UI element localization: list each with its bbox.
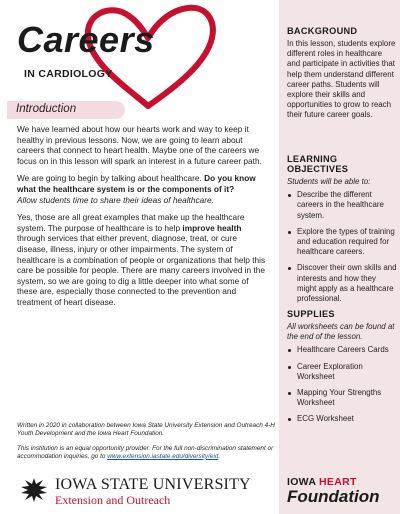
diversity-link[interactable]: www.extension.iastate.edu/diversity/ext bbox=[107, 452, 219, 460]
list-item: ECG Worksheet bbox=[287, 414, 397, 424]
isu-name: IOWA STATE UNIVERSITY bbox=[55, 476, 251, 493]
background-heading: BACKGROUND bbox=[287, 26, 358, 36]
introduction-body bbox=[17, 124, 267, 315]
supplies-heading: SUPPLIES bbox=[287, 309, 335, 319]
background-section bbox=[287, 26, 397, 121]
supplies-list bbox=[287, 345, 397, 424]
isu-extension-logo bbox=[17, 474, 251, 508]
background-body: In this lesson, students explore different roles in healthcare and participate in activities that help them understand different career paths. Students will explore their skills and opportunities to grow to reach their future career goals. bbox=[287, 39, 396, 120]
list-item: Career Exploration Worksheet bbox=[287, 362, 397, 382]
objectives-section bbox=[287, 154, 397, 310]
credit-note: Written in 2020 in collaboration between Iowa State University Extension and Outreach 4-H Youth Development and the Iowa Heart Foundation. bbox=[17, 422, 275, 437]
isu-cyclone-mark-icon bbox=[17, 476, 51, 504]
list-item: Explore the types of training and education required for healthcare careers. bbox=[287, 227, 397, 258]
supplies-section bbox=[287, 309, 397, 431]
sidebar-panel bbox=[279, 0, 400, 514]
objectives-heading: LEARNING OBJECTIVES bbox=[287, 154, 349, 174]
supplies-note: All worksheets can be found at the end of the lesson. bbox=[287, 322, 395, 342]
introduction-heading bbox=[7, 101, 125, 119]
iowa-heart-foundation-logo: IOWA HEART Foundation bbox=[287, 476, 380, 506]
page-subtitle: IN CARDIOLOGY bbox=[24, 68, 113, 80]
isu-subname: Extension and Outreach bbox=[55, 493, 171, 507]
intro-paragraph-2: We are going to begin by talking about healthcare. Do you know what the healthcare system is or the components of it? Allow students time to share their ideas of healthcare. bbox=[17, 173, 256, 205]
list-item: Discover their own skills and interests and how they might apply as a healthcare professional. bbox=[287, 263, 397, 304]
page-title: Careers bbox=[17, 19, 155, 60]
list-item: Mapping Your Strengths Worksheet bbox=[287, 388, 397, 408]
eeo-statement: This institution is an equal opportunity provider. For the full non-discrimination statement or accommodation inquiries, go to www.extension.iastate.edu/diversity/ext. bbox=[17, 445, 274, 460]
introduction-heading-label: Introduction bbox=[16, 103, 77, 115]
list-item: Describe the different careers in the healthcare system. bbox=[287, 190, 397, 221]
objectives-list bbox=[287, 190, 397, 304]
objectives-note: Students will be able to: bbox=[287, 177, 371, 186]
list-item: Healthcare Careers Cards bbox=[287, 345, 397, 355]
intro-paragraph-1: We have learned about how our hearts work and way to keep it healthy in previous lessons. Now, we are going to learn about careers that connect to heart health. Maybe one of the careers we focus on in this lesson will spark an interest in a future career path. bbox=[17, 124, 262, 166]
intro-paragraph-3: Yes, those are all great examples that make up the healthcare system. The purpose of healthcare is to help improve health through services that either prevent, diagnose, treat, or cure disease, illness, injury or other impairments. The system of healthcare is a combination of people or organizations that help this care be possible for people. There are many careers involved in the system, so we are going to dig a little deeper into what some of these are, especially those connected to the prevention and treatment of heart disease. bbox=[17, 212, 266, 307]
